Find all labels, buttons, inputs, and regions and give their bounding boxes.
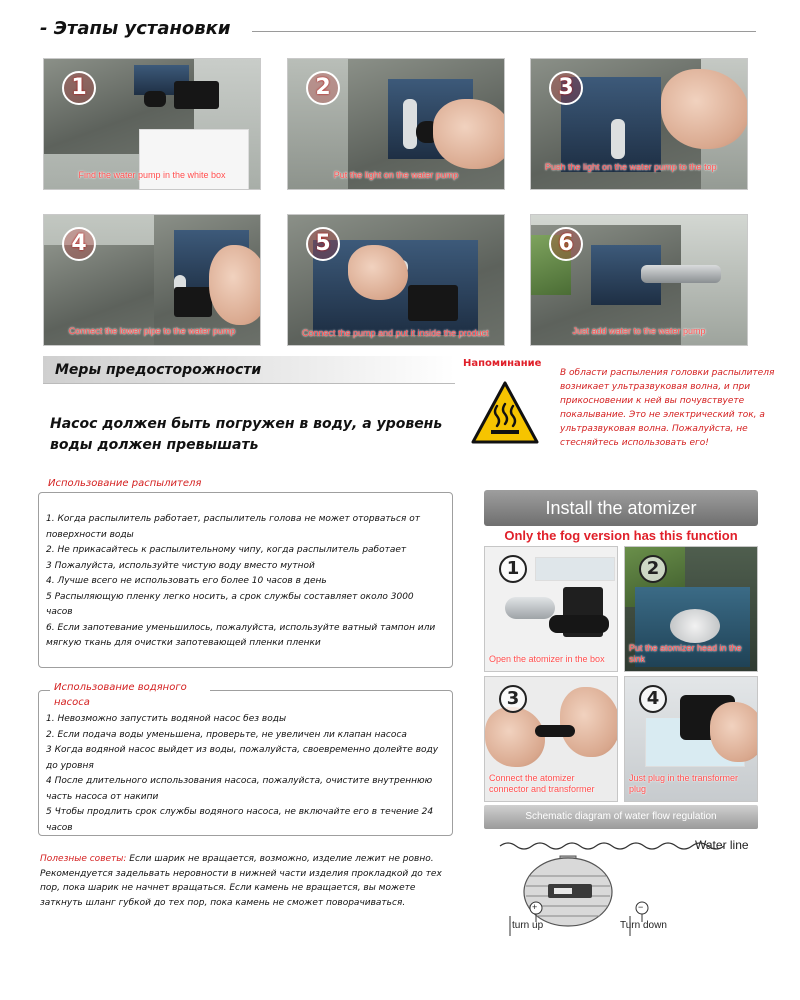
list-item: 4 После длительного использования насоса, пожалуйста, очистите внутреннюю часть насоса от накипи [46,776,433,802]
step-caption: Connect the lower pipe to the water pump [68,326,236,336]
step-photo-1 [43,58,261,190]
atomizer-step-number-badge: 2 [639,555,667,583]
atomizer-step-caption: Put the atomizer head in the sink [629,643,742,664]
atomizer-step-number-badge: 3 [499,685,527,713]
list-item: 3 Когда водяной насос выйдет из воды, пожалуйста, своевременно долейте воду до уровня [46,745,439,771]
hot-surface-warning-icon [470,380,540,446]
list-item: 2. Если подача воды уменьшена, проверьте, не увеличен ли клапан насоса [46,729,407,740]
atomizer-step-caption: Just plug in the transformer plug [629,773,739,794]
flow-diagram-banner: Schematic diagram of water flow regulation [484,805,758,829]
install-atomizer-banner: Install the atomizer [484,490,758,526]
tips-lead: Полезные советы: [40,854,127,864]
list-item: 4. Лучше всего не использовать его более 10 часов в день [46,576,327,586]
list-item: 2. Не прикасайтесь к распылительному чипу, когда распылитель работает [46,545,407,555]
list-item: 1. Когда распылитель работает, распылитель голова не может оторваться от поверхности воды [46,514,420,540]
step-photo-2 [287,58,505,190]
pump-submerge-warning: Насос должен быть погружен в воду, а уровень воды должен превышать [50,416,443,453]
step-number-badge: 3 [549,71,583,105]
useful-tips [40,852,450,910]
reminder-text: В области распыления головки распылителя возникает ультразвуковая волна, и при прикосновении к ней вы почувствуете покалывание. Это не электрический ток, а ультразвуковая волна. Пожалуйста, не стесняйтесь использовать его! [560,368,775,448]
header-divider [252,31,756,32]
water-line-label: Water line [695,838,749,852]
reminder-title: Напоминание [463,358,542,369]
atomizer-step-number-badge: 4 [639,685,667,713]
step-photo-6 [530,214,748,346]
step-number-badge: 5 [306,227,340,261]
atomizer-use-list [46,512,441,651]
list-item: 6. Если запотевание уменьшилось, пожалуйста, используйте ватный тампон или мягкую ткань для очистки запотевающей пленки пленки [46,622,436,648]
step-caption: Push the light on the water pump to the top [545,162,717,172]
water-line [500,843,724,849]
page-title: - Этапы установки [40,18,231,39]
atomizer-step-number-badge: 1 [499,555,527,583]
step-number-badge: 4 [62,227,96,261]
precautions-title: Меры предосторожности [55,362,262,378]
list-item: 5 Чтобы продлить срок службы водяного насоса, не включайте его в течение 24 часов [46,807,434,833]
turn-up-label: turn up [512,920,544,931]
atomizer-step-photo-1 [484,546,618,672]
list-item: 1. Невозможно запустить водяной насос без воды [46,714,287,724]
atomizer-use-label: Использование распылителя [44,478,205,489]
step-caption: Just add water to the water pump [572,326,706,336]
step-photo-4 [43,214,261,346]
minus-label: − [638,902,644,912]
pump-use-label: Использование водяного насоса [50,680,210,710]
pump-use-list [46,712,441,836]
list-item: 5 Распыляющую пленку легко носить, а срок службы составляет около 3000 часов [46,591,414,617]
step-photo-5 [287,214,505,346]
install-atomizer-subtitle: Only the fog version has this function [504,528,738,543]
atomizer-step-photo-4 [624,676,758,802]
turn-down-label: Turn down [620,920,667,931]
atomizer-step-photo-2 [624,546,758,672]
step-number-badge: 2 [306,71,340,105]
pump-body [524,856,612,926]
step-caption: Find the water pump in the white box [78,170,226,180]
step-caption: Put the light on the water pump [333,170,459,180]
atomizer-step-photo-3 [484,676,618,802]
step-number-badge: 1 [62,71,96,105]
atomizer-step-caption: Open the atomizer in the box [489,654,605,664]
atomizer-step-caption: Connect the atomizer connector and transformer [489,773,595,794]
step-caption: Connect the pump and put it inside the product [302,328,489,338]
step-photo-3 [530,58,748,190]
tips-text: Если шарик не вращается, возможно, изделие лежит не ровно. Рекомендуется задельвать неровности в нижней части изделия прокладкой до тех пор, пока шарик не начнет вращаться. Если камень не вращается, вы можете заткнуть шланг губкой до тех пор, пока камень не сможет поворачиваться. [40,854,442,908]
plus-label: + [532,902,538,912]
list-item: 3 Пожалуйста, используйте чистую воду вместо мутной [46,560,315,571]
step-number-badge: 6 [549,227,583,261]
